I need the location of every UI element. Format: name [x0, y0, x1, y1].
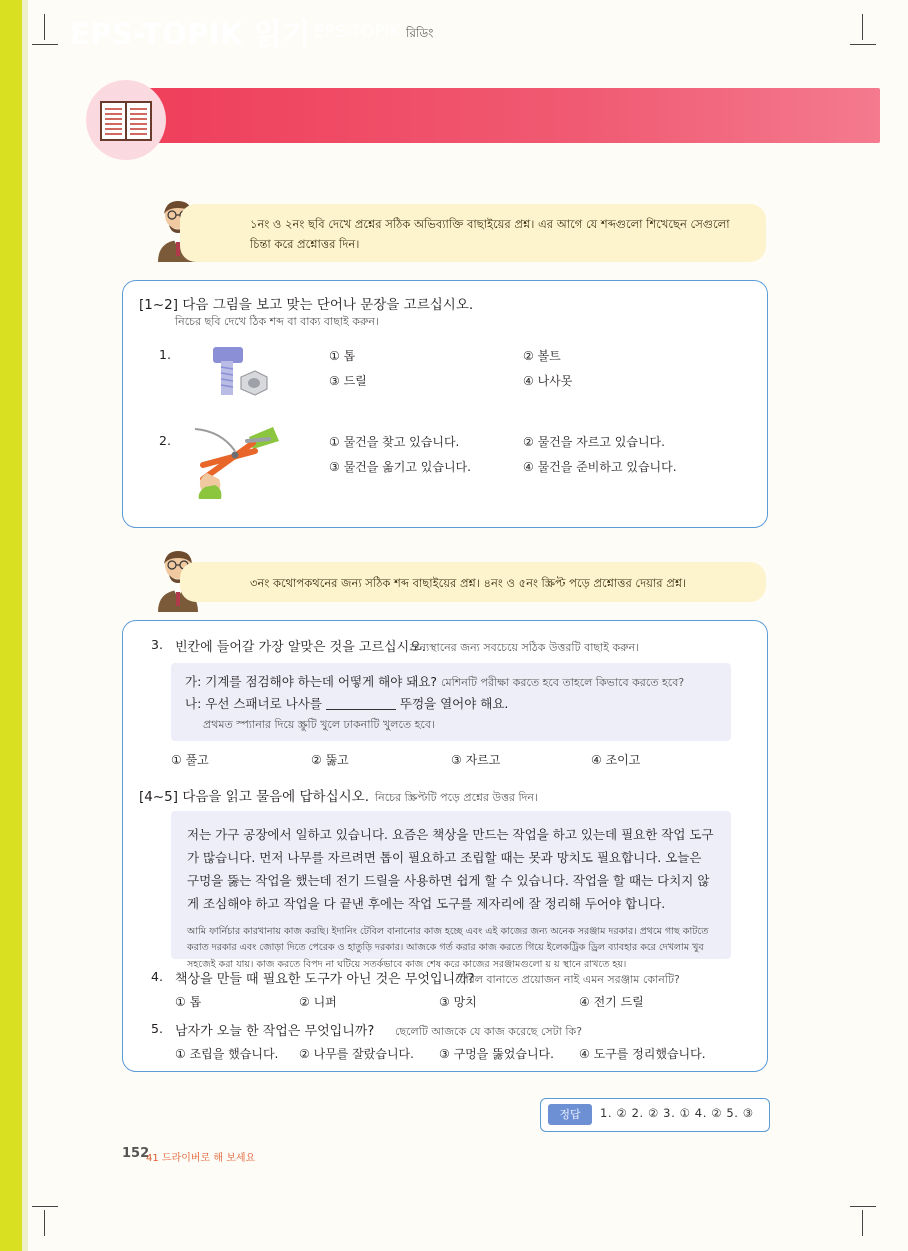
teacher-note-2-text: ৩নং কথোপকথনের জন্য সঠিক শব্দ বাছাইয়ের প্রশ্ন। ৪নং ও ৫নং স্ক্রিপ্ট পড়ে প্রশ্নোত্তর দেয়ার প্রশ্ন। — [250, 576, 687, 590]
option-marker: ④ — [579, 1047, 590, 1061]
option-text: 톱 — [343, 349, 356, 363]
option-text: 니퍼 — [313, 995, 337, 1009]
page-subtitle — [314, 22, 433, 45]
page-subtitle-bn: রিডিং — [405, 26, 434, 40]
item-4-option-1[interactable] — [175, 993, 201, 1010]
dialog-ko: 기계를 점검해야 하는데 어떻게 해야 돼요? — [205, 674, 438, 689]
dialog-line-2-bn: প্রথমত স্প্যানার দিয়ে স্ক্রুটি খুলে ঢাকনাটি খুলতে হবে। — [203, 717, 435, 731]
item-5-option-1[interactable] — [175, 1045, 278, 1062]
item-5-option-4[interactable] — [579, 1045, 706, 1062]
dialog-line-2 — [185, 695, 717, 714]
passage-ko: 저는 가구 공장에서 일하고 있습니다. 요즘은 책상을 만드는 작업을 하고 있는데 필요한 작업 도구가 많습니다. 먼저 나무를 자르려면 톱이 필요하고 조립할 때는 못과 망치도 필요합니다. 오늘은 구멍을 뚫는 작업을 했는데 전기 드릴을 사용하면 쉽게 할 수 있습니다. 작업을 할 때는 다치지 않게 조심해야 하고 작업을 다 끝낸 후에는 작업 도구를 제자리에 잘 정리해 두어야 합니다. — [187, 827, 714, 912]
crop-mark — [32, 44, 58, 45]
section2-heading-ko: [4~5] 다음을 읽고 물음에 답하십시오. — [139, 789, 370, 805]
item-1-option-3[interactable] — [329, 372, 367, 389]
option-marker: ② — [299, 995, 310, 1009]
option-marker: ④ — [523, 374, 534, 388]
reading-passage — [171, 811, 731, 970]
page-subtitle-ko: EPS-TOPIK — [314, 22, 401, 42]
option-marker: ③ — [329, 460, 340, 474]
item-4-prompt-bn: টেবিল বানাতে প্রয়োজন নাই এমন সরঞ্জাম কোনটি? — [455, 973, 680, 986]
item-1-number: 1. — [159, 347, 171, 362]
option-marker: ④ — [579, 995, 590, 1009]
section2-heading-bn: নিচের স্ক্রিপ্টটি পড়ে প্রশ্নের উত্তর দিন। — [375, 791, 538, 804]
item-4-option-4[interactable] — [579, 993, 644, 1010]
passage-bn: আমি ফার্নিচার কারখানায় কাজ করছি। ইদানিং টেবিল বানানোর কাজ হচ্ছে এবং এই কাজের জন্য অনেক সরঞ্জাম দরকার। প্রথমে গাছ কাটতে করাত দরকার এবং জোড়া দিতে পেরেক ও হাতুড়ি দরকার। আজকে গর্ত করার কাজ করতে গিয়ে ইলেকট্রিক ড্রিল ব্যাবহার করে দেখলাম খুব সহজেই করা যায়। কাজ করতে বিপদ না ঘটিয়ে সতর্কভাবে কাজ শেষ করে কাজের সরঞ্জামগুলো য় য় স্থানে রাখতে হয়। — [187, 925, 709, 970]
answer-key-values: 1. ② 2. ② 3. ① 4. ② 5. ③ — [600, 1106, 754, 1120]
dialog-ko-before: 우선 스패너로 나사를 — [205, 695, 322, 711]
option-text: 망치 — [453, 995, 477, 1009]
teacher-note-1-text: ১নং ও ২নং ছবি দেখে প্রশ্নের সঠিক অভিব্যাক্তি বাছাইয়ের প্রশ্ন। এর আগে যে শব্দগুলো শিখেছেন সেগুলো চিন্তা করে প্রশ্নোত্তর দিন। — [250, 217, 730, 252]
dialog-speaker: 가: — [185, 674, 202, 689]
item-4-option-3[interactable] — [439, 993, 477, 1010]
item-5-prompt-ko: 남자가 오늘 한 작업은 무엇입니까? — [175, 1024, 375, 1039]
crop-mark — [32, 1206, 58, 1207]
item-4-number: 4. — [151, 969, 163, 984]
item-3-option-1[interactable] — [171, 751, 209, 768]
crop-mark — [862, 14, 863, 40]
page-title: EPS-TOPIK 읽기 — [70, 17, 311, 51]
item-4-prompt-ko: 책상을 만들 때 필요한 도구가 아닌 것은 무엇입니까? — [175, 972, 475, 987]
option-text: 물건을 자르고 있습니다. — [537, 435, 665, 449]
item-3-prompt-bn: শুন্যস্থানের জন্য সবচেয়ে সঠিক উত্তরটি বাছাই করুন। — [410, 641, 640, 654]
item-5-option-3[interactable] — [439, 1045, 554, 1062]
option-marker: ④ — [591, 753, 602, 767]
item-1-option-1[interactable] — [329, 347, 355, 364]
crop-mark — [44, 1210, 45, 1236]
section1-heading-ko: [1~2] 다음 그림을 보고 맞는 단어나 문장을 고르십시오. — [139, 297, 474, 313]
option-marker: ① — [329, 349, 340, 363]
answer-key-label: 정답 — [548, 1104, 592, 1125]
option-text: 구멍을 뚫었습니다. — [453, 1047, 554, 1061]
option-marker: ③ — [439, 1047, 450, 1061]
item-3-number: 3. — [151, 637, 163, 652]
open-book-icon — [100, 100, 152, 142]
option-text: 물건을 찾고 있습니다. — [343, 435, 460, 449]
option-marker: ① — [175, 995, 186, 1009]
item-2-option-1[interactable] — [329, 433, 459, 450]
item-3-option-2[interactable] — [311, 751, 349, 768]
item-4-option-2[interactable] — [299, 993, 337, 1010]
left-edge-strip — [0, 0, 22, 1251]
item-3-dialog — [171, 663, 731, 741]
item-2-number: 2. — [159, 433, 171, 448]
option-text: 도구를 정리했습니다. — [593, 1047, 706, 1061]
item-1-option-2[interactable] — [523, 347, 561, 364]
page-number: 152 — [122, 1146, 150, 1161]
option-marker: ② — [299, 1047, 310, 1061]
item-5-prompt-bn: ছেলেটি আজকে যে কাজ করেছে সেটা কি? — [395, 1025, 583, 1038]
teacher-note-1 — [180, 204, 766, 262]
option-marker: ② — [523, 435, 534, 449]
footer-text: 41 드라이버로 해 보세요 — [146, 1153, 256, 1164]
option-text: 물건을 옮기고 있습니다. — [343, 460, 471, 474]
question-box-1-2 — [122, 280, 768, 528]
item-3-prompt-ko: 빈칸에 들어갈 가장 알맞은 것을 고르십시오. — [175, 640, 426, 655]
option-marker: ③ — [451, 753, 462, 767]
option-marker: ① — [171, 753, 182, 767]
option-text: 조립을 했습니다. — [189, 1047, 279, 1061]
bolt-and-nut-illustration — [195, 343, 275, 405]
option-text: 풀고 — [185, 753, 209, 767]
dialog-speaker: 나: — [185, 695, 202, 711]
option-marker: ② — [311, 753, 322, 767]
item-3-option-4[interactable] — [591, 751, 640, 768]
answer-blank[interactable] — [326, 697, 396, 710]
section1-heading-bn: নিচের ছবি দেখে ঠিক শব্দ বা বাক্য বাছাই করুন। — [175, 315, 379, 328]
crop-mark — [44, 14, 45, 40]
option-marker: ① — [329, 435, 340, 449]
item-5-number: 5. — [151, 1021, 163, 1036]
left-edge-strip-inner — [22, 0, 28, 1251]
pruning-shears-cutting-illustration — [191, 421, 287, 499]
option-text: 나무를 잘랐습니다. — [313, 1047, 414, 1061]
item-2-option-2[interactable] — [523, 433, 665, 450]
option-marker: ② — [523, 349, 534, 363]
option-text: 물건을 준비하고 있습니다. — [537, 460, 677, 474]
option-marker: ③ — [439, 995, 450, 1009]
option-marker: ④ — [523, 460, 534, 474]
option-marker: ① — [175, 1047, 186, 1061]
teacher-note-2 — [180, 562, 766, 602]
option-text: 나사못 — [537, 374, 573, 388]
option-text: 자르고 — [465, 753, 501, 767]
option-text: 조이고 — [605, 753, 641, 767]
option-text: 볼트 — [537, 349, 561, 363]
item-5-option-2[interactable] — [299, 1045, 414, 1062]
option-text: 전기 드릴 — [593, 995, 644, 1009]
item-2-option-4[interactable] — [523, 458, 677, 475]
dialog-line-1 — [185, 673, 717, 692]
option-text: 뚫고 — [325, 753, 349, 767]
option-text: 드릴 — [343, 374, 367, 388]
option-text: 톱 — [189, 995, 202, 1009]
dialog-ko-after: 뚜껑을 열어야 해요. — [399, 695, 509, 711]
item-2-option-3[interactable] — [329, 458, 471, 475]
item-1-option-4[interactable] — [523, 372, 572, 389]
item-3-option-3[interactable] — [451, 751, 500, 768]
question-box-3-5 — [122, 620, 768, 1072]
dialog-bn: মেশিনটি পরীক্ষা করতে হবে তাহলে কিভাবে করতে হবে? — [441, 676, 685, 689]
header-banner — [122, 88, 880, 143]
crop-mark — [850, 1206, 876, 1207]
option-marker: ③ — [329, 374, 340, 388]
crop-mark — [850, 44, 876, 45]
crop-mark — [862, 1210, 863, 1236]
